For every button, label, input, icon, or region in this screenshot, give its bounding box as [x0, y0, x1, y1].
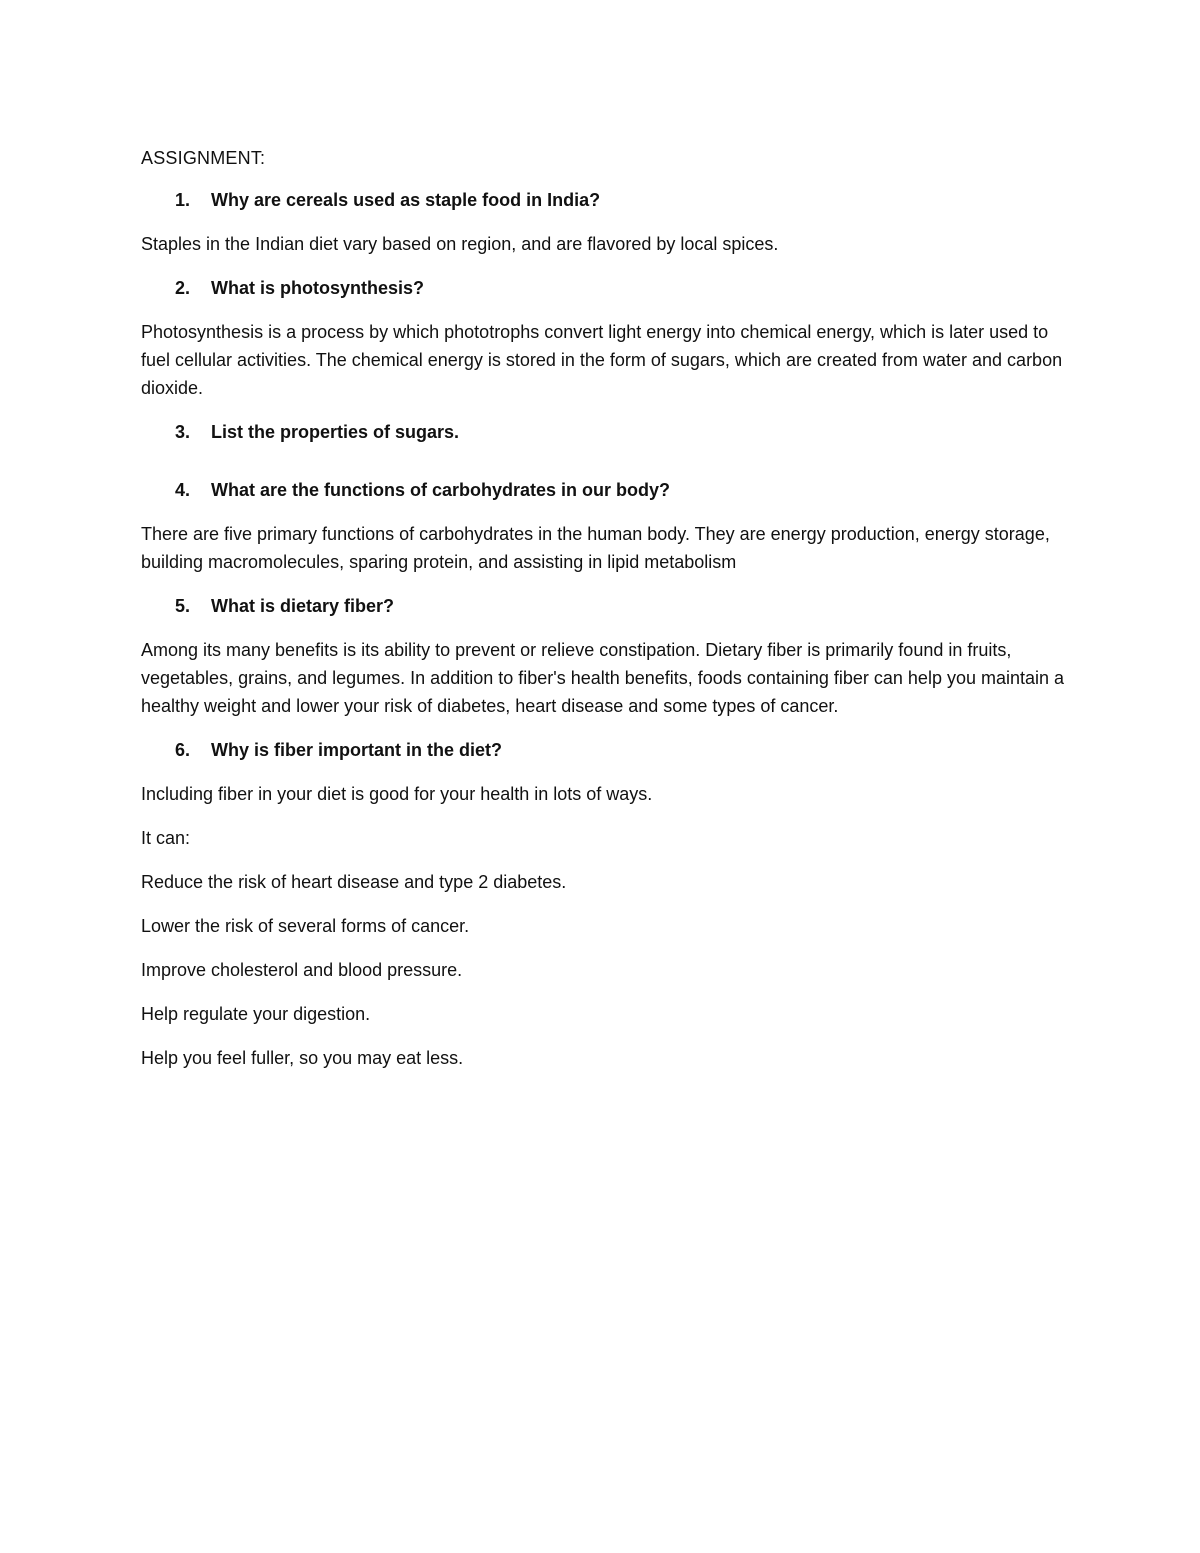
benefit-item: Improve cholesterol and blood pressure. — [141, 960, 463, 980]
question-text: What is dietary fiber? — [211, 596, 395, 616]
benefit-item: Help regulate your digestion. — [141, 1004, 371, 1024]
benefit-item: Reduce the risk of heart disease and type 2 diabetes. — [141, 872, 567, 892]
benefit-item: Lower the risk of several forms of cancer. — [141, 916, 470, 936]
assignment-heading: ASSIGNMENT: — [141, 148, 266, 168]
question-number: 6. — [175, 740, 191, 760]
question-number: 4. — [175, 480, 191, 500]
answer-2: Photosynthesis is a process by which phototrophs convert light energy into chemical energy, which is later used to fuel cellular activities. The chemical energy is stored in the form of sugars, which are created from water and carbon dioxide. — [141, 322, 1063, 398]
question-text: Why is fiber important in the diet? — [211, 740, 503, 760]
benefit-item: Help you feel fuller, so you may eat less. — [141, 1048, 464, 1068]
document-body — [141, 144, 1066, 1088]
question-3 — [141, 418, 1066, 446]
answer-4: There are five primary functions of carbohydrates in the human body. They are energy production, energy storage, building macromolecules, sparing protein, and assisting in lipid metabolism — [141, 524, 1050, 572]
question-2 — [141, 274, 1066, 302]
answer-6: Including fiber in your diet is good for your health in lots of ways. — [141, 784, 653, 804]
answer-1: Staples in the Indian diet vary based on region, and are flavored by local spices. — [141, 234, 779, 254]
question-text: What are the functions of carbohydrates in our body? — [211, 480, 671, 500]
question-text: Why are cereals used as staple food in India? — [211, 190, 601, 210]
question-number: 1. — [175, 190, 191, 210]
question-4 — [141, 476, 1066, 504]
question-6 — [141, 736, 1066, 764]
question-text: List the properties of sugars. — [211, 422, 460, 442]
question-number: 3. — [175, 422, 191, 442]
question-number: 5. — [175, 596, 191, 616]
question-1 — [141, 186, 1066, 214]
answer-5: Among its many benefits is its ability to prevent or relieve constipation. Dietary fiber is primarily found in fruits, vegetables, grains, and legumes. In addition to fiber's health benefits, foods containing fiber can help you maintain a healthy weight and lower your risk of diabetes, heart disease and some types of cancer. — [141, 640, 1065, 716]
question-5 — [141, 592, 1066, 620]
benefits-intro: It can: — [141, 828, 191, 848]
question-number: 2. — [175, 278, 191, 298]
question-text: What is photosynthesis? — [211, 278, 425, 298]
